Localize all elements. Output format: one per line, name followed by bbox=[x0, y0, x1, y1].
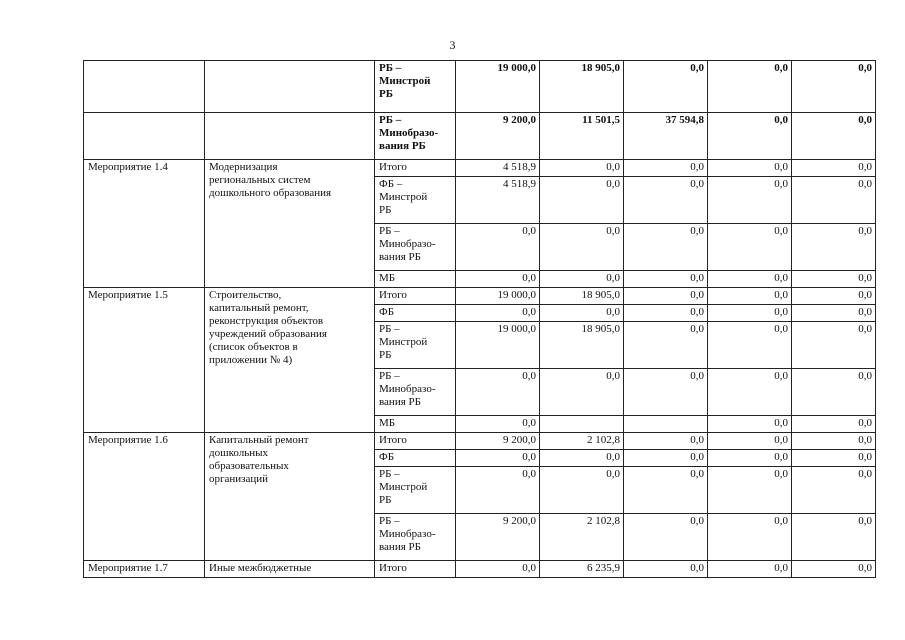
amount-cell: 0,0 bbox=[708, 467, 792, 514]
amount-cell: 0,0 bbox=[708, 113, 792, 160]
amount-cell: 0,0 bbox=[624, 177, 708, 224]
table-body bbox=[84, 61, 876, 578]
amount-cell: 0,0 bbox=[624, 433, 708, 450]
amount-cell: 0,0 bbox=[624, 467, 708, 514]
event-description-cell bbox=[205, 113, 375, 160]
funding-source-cell: РБ – Минобразо- вания РБ bbox=[375, 369, 456, 416]
amount-cell: 19 000,0 bbox=[456, 61, 540, 113]
amount-cell: 0,0 bbox=[792, 305, 876, 322]
amount-cell: 0,0 bbox=[456, 467, 540, 514]
funding-source-cell: МБ bbox=[375, 416, 456, 433]
amount-cell: 0,0 bbox=[792, 561, 876, 578]
amount-cell: 19 000,0 bbox=[456, 322, 540, 369]
amount-cell: 18 905,0 bbox=[540, 61, 624, 113]
amount-cell: 0,0 bbox=[540, 305, 624, 322]
amount-cell: 6 235,9 bbox=[540, 561, 624, 578]
amount-cell: 2 102,8 bbox=[540, 433, 624, 450]
amount-cell: 18 905,0 bbox=[540, 322, 624, 369]
amount-cell bbox=[624, 416, 708, 433]
event-description-cell: Строительство, капитальный ремонт, реконструкция объектов учреждений образования (список объектов в приложении № 4) bbox=[205, 288, 375, 433]
amount-cell: 0,0 bbox=[792, 113, 876, 160]
amount-cell: 0,0 bbox=[708, 305, 792, 322]
amount-cell: 0,0 bbox=[792, 369, 876, 416]
amount-cell: 0,0 bbox=[540, 467, 624, 514]
amount-cell: 0,0 bbox=[456, 416, 540, 433]
amount-cell: 11 501,5 bbox=[540, 113, 624, 160]
amount-cell: 0,0 bbox=[708, 450, 792, 467]
funding-source-cell: РБ – Минстрой РБ bbox=[375, 467, 456, 514]
amount-cell: 2 102,8 bbox=[540, 514, 624, 561]
amount-cell bbox=[540, 416, 624, 433]
amount-cell: 0,0 bbox=[708, 271, 792, 288]
event-cell: Мероприятие 1.5 bbox=[84, 288, 205, 433]
amount-cell: 0,0 bbox=[540, 160, 624, 177]
amount-cell: 0,0 bbox=[624, 450, 708, 467]
amount-cell: 0,0 bbox=[540, 224, 624, 271]
amount-cell: 9 200,0 bbox=[456, 514, 540, 561]
amount-cell: 0,0 bbox=[708, 416, 792, 433]
amount-cell: 0,0 bbox=[624, 271, 708, 288]
amount-cell: 0,0 bbox=[792, 224, 876, 271]
amount-cell: 9 200,0 bbox=[456, 433, 540, 450]
amount-cell: 0,0 bbox=[792, 322, 876, 369]
funding-source-cell: РБ – Минобразо- вания РБ bbox=[375, 113, 456, 160]
amount-cell: 0,0 bbox=[624, 288, 708, 305]
event-cell bbox=[84, 113, 205, 160]
funding-source-cell: Итого bbox=[375, 160, 456, 177]
amount-cell: 0,0 bbox=[456, 305, 540, 322]
funding-source-cell: Итого bbox=[375, 561, 456, 578]
event-description-cell: Модернизация региональных систем дошкольного образования bbox=[205, 160, 375, 288]
amount-cell: 4 518,9 bbox=[456, 160, 540, 177]
event-cell: Мероприятие 1.6 bbox=[84, 433, 205, 561]
amount-cell: 0,0 bbox=[792, 288, 876, 305]
amount-cell: 0,0 bbox=[792, 450, 876, 467]
amount-cell: 0,0 bbox=[792, 514, 876, 561]
page-number: 3 bbox=[449, 38, 456, 52]
amount-cell: 0,0 bbox=[456, 224, 540, 271]
amount-cell: 0,0 bbox=[624, 305, 708, 322]
amount-cell: 0,0 bbox=[456, 369, 540, 416]
table-row bbox=[84, 113, 876, 160]
funding-source-cell: РБ – Минстрой РБ bbox=[375, 61, 456, 113]
funding-source-cell: ФБ bbox=[375, 305, 456, 322]
amount-cell: 0,0 bbox=[624, 514, 708, 561]
amount-cell: 0,0 bbox=[708, 160, 792, 177]
table-row bbox=[84, 61, 876, 113]
table-row bbox=[84, 433, 876, 450]
table-row bbox=[84, 288, 876, 305]
amount-cell: 0,0 bbox=[540, 271, 624, 288]
amount-cell: 9 200,0 bbox=[456, 113, 540, 160]
funding-table bbox=[83, 60, 876, 578]
amount-cell: 0,0 bbox=[708, 61, 792, 113]
amount-cell: 37 594,8 bbox=[624, 113, 708, 160]
amount-cell: 0,0 bbox=[708, 322, 792, 369]
amount-cell: 0,0 bbox=[540, 369, 624, 416]
amount-cell: 0,0 bbox=[456, 450, 540, 467]
amount-cell: 0,0 bbox=[708, 177, 792, 224]
amount-cell: 0,0 bbox=[456, 271, 540, 288]
amount-cell: 0,0 bbox=[540, 450, 624, 467]
funding-source-cell: РБ – Минстрой РБ bbox=[375, 322, 456, 369]
amount-cell: 0,0 bbox=[792, 160, 876, 177]
table-row bbox=[84, 561, 876, 578]
amount-cell: 0,0 bbox=[708, 561, 792, 578]
event-description-cell: Иные межбюджетные bbox=[205, 561, 375, 578]
amount-cell: 18 905,0 bbox=[540, 288, 624, 305]
amount-cell: 0,0 bbox=[624, 322, 708, 369]
amount-cell: 0,0 bbox=[708, 433, 792, 450]
funding-source-cell: Итого bbox=[375, 433, 456, 450]
amount-cell: 0,0 bbox=[708, 224, 792, 271]
amount-cell: 0,0 bbox=[624, 369, 708, 416]
amount-cell: 0,0 bbox=[624, 224, 708, 271]
amount-cell: 0,0 bbox=[624, 160, 708, 177]
amount-cell: 0,0 bbox=[792, 433, 876, 450]
funding-source-cell: Итого bbox=[375, 288, 456, 305]
amount-cell: 0,0 bbox=[792, 416, 876, 433]
funding-source-cell: ФБ – Минстрой РБ bbox=[375, 177, 456, 224]
event-cell: Мероприятие 1.4 bbox=[84, 160, 205, 288]
event-cell bbox=[84, 61, 205, 113]
amount-cell: 0,0 bbox=[792, 61, 876, 113]
amount-cell: 0,0 bbox=[540, 177, 624, 224]
funding-source-cell: МБ bbox=[375, 271, 456, 288]
funding-source-cell: ФБ bbox=[375, 450, 456, 467]
funding-source-cell: РБ – Минобразо- вания РБ bbox=[375, 224, 456, 271]
event-description-cell: Капитальный ремонт дошкольных образовательных организаций bbox=[205, 433, 375, 561]
amount-cell: 0,0 bbox=[792, 177, 876, 224]
amount-cell: 4 518,9 bbox=[456, 177, 540, 224]
amount-cell: 0,0 bbox=[792, 467, 876, 514]
amount-cell: 0,0 bbox=[624, 61, 708, 113]
amount-cell: 0,0 bbox=[792, 271, 876, 288]
table-row bbox=[84, 160, 876, 177]
amount-cell: 0,0 bbox=[456, 561, 540, 578]
amount-cell: 0,0 bbox=[624, 561, 708, 578]
amount-cell: 0,0 bbox=[708, 514, 792, 561]
amount-cell: 0,0 bbox=[708, 369, 792, 416]
amount-cell: 0,0 bbox=[708, 288, 792, 305]
event-description-cell bbox=[205, 61, 375, 113]
funding-source-cell: РБ – Минобразо- вания РБ bbox=[375, 514, 456, 561]
event-cell: Мероприятие 1.7 bbox=[84, 561, 205, 578]
amount-cell: 19 000,0 bbox=[456, 288, 540, 305]
